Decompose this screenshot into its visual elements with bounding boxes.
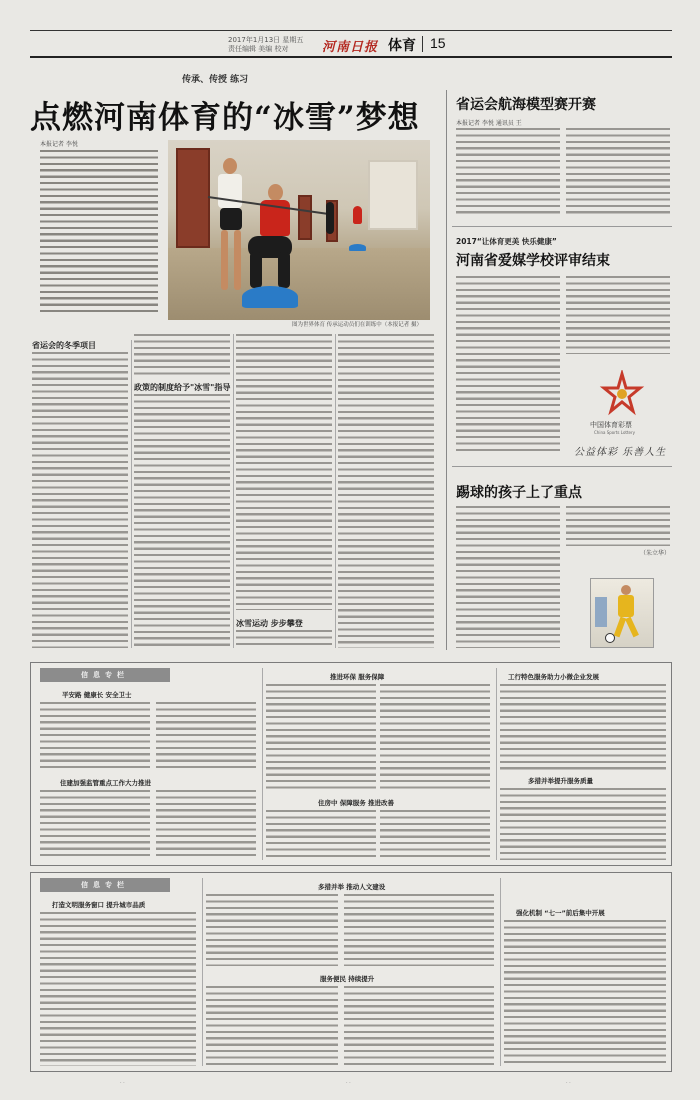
- photo-athlete-head: [268, 184, 283, 201]
- side1-bottom-rule: [452, 226, 672, 227]
- panel1-tag: 信息专栏: [40, 668, 170, 682]
- panel2-col-4: [504, 920, 666, 1066]
- panel2-col-1: [40, 912, 196, 1066]
- lead-kicker: 传承、传授 练习: [182, 75, 249, 85]
- panel1-col-1a: [40, 702, 150, 772]
- lead-col-rule-3: [335, 334, 336, 648]
- lottery-logo-subtext: China Sports Lottery: [594, 430, 636, 435]
- panel2-col-2b: [344, 894, 494, 966]
- photo-door-middle: [298, 195, 312, 240]
- lead-photo: [168, 140, 430, 320]
- lead-intro-text: [40, 150, 158, 312]
- lead-body-col-2a: [134, 334, 230, 376]
- panel1-title-3: 推进环保 服务保障: [330, 673, 385, 681]
- lead-subhead-2: 政策的制度给予"冰雪"指导: [134, 383, 231, 392]
- panel1-col-6: [500, 788, 666, 860]
- lead-body-col-3b: [236, 630, 332, 648]
- panel1-title-2: 住建加强监管重点工作大力推进: [60, 779, 151, 787]
- lead-col-rule-2: [233, 334, 234, 648]
- lead-body-col-3: [236, 334, 332, 610]
- photo-coach-head: [223, 158, 237, 174]
- panel1-title-5: 工行特色服务助力小微企业发展: [508, 673, 599, 681]
- photo-coach-leg-left: [221, 230, 228, 290]
- masthead-date: 2017年1月13日 星期五: [228, 36, 304, 44]
- panel1-col-2a: [40, 790, 150, 860]
- photo-athlete-shin-right: [278, 252, 290, 288]
- photo-window: [368, 160, 418, 230]
- side1-byline: 本报记者 李悦 通讯员 王: [456, 120, 522, 127]
- panel2-rule-1: [202, 878, 203, 1066]
- lead-body-col-2b: [134, 394, 230, 648]
- side3-body-col-1: [456, 506, 560, 648]
- side3-byline: （朱立华）: [640, 550, 671, 557]
- panel2-col-2a: [206, 894, 338, 966]
- lottery-slogan: 公益体彩 乐善人生: [574, 447, 667, 458]
- side1-body-col-2: [566, 128, 670, 216]
- panel1-col-4b: [380, 810, 490, 860]
- panel1-rule-2: [496, 668, 497, 860]
- lead-body-col-1: [32, 352, 128, 648]
- lead-subhead-3: 冰雪运动 步步攀登: [236, 619, 303, 628]
- panel2-title-4: 强化机制 “七一”前后集中开展: [516, 909, 605, 917]
- photo-coach-leg-right: [234, 230, 241, 290]
- side2-body-col-1: [456, 276, 560, 454]
- lead-byline: 本报记者 李悦: [40, 141, 78, 148]
- panel2-tag: 信息专栏: [40, 878, 170, 892]
- panel2-title-1: 打造文明服务窗口 提升城市品质: [52, 901, 146, 909]
- lead-body-col-4: [338, 334, 434, 648]
- lead-col-rule-1: [131, 340, 132, 648]
- photo-bg-person-2: [353, 206, 362, 224]
- footer-mark-center: · ·: [346, 1080, 351, 1086]
- side1-headline: 省运会航海模型赛开赛: [456, 97, 596, 113]
- soccer-ball-icon: [605, 633, 615, 643]
- panel1-col-3b: [380, 684, 490, 790]
- masthead-divider: [422, 36, 423, 52]
- side2-bottom-rule: [452, 466, 672, 467]
- lead-photo-caption: 图为世界体育 传承运动员们在训练中（本报记者 摄）: [292, 322, 422, 328]
- side2-kicker: 2017“让体育更美 快乐健康”: [456, 237, 557, 246]
- panel1-col-2b: [156, 790, 256, 860]
- photo-balance-ball: [242, 286, 298, 308]
- photo-coach-shorts: [220, 208, 242, 230]
- footer-mark-right: · ·: [566, 1080, 571, 1086]
- footer-mark-left: · ·: [120, 1080, 125, 1086]
- lottery-logo: [596, 370, 648, 422]
- photo-athlete-shin-left: [250, 252, 262, 288]
- lottery-star-icon: [596, 370, 648, 422]
- photo-bg-person-1: [326, 202, 334, 234]
- side3-photo: [590, 578, 654, 648]
- section-name: 体育: [388, 37, 416, 53]
- masthead-bottom-rule: [30, 56, 672, 58]
- photo-door-left: [176, 148, 210, 248]
- paper-name-logo: 河南日报: [322, 40, 379, 55]
- masthead-top-rule: [30, 30, 672, 31]
- panel1-col-1b: [156, 702, 256, 772]
- panel1-rule-1: [262, 668, 263, 860]
- side3-headline: 踢球的孩子上了重点: [456, 485, 582, 501]
- page-number: 15: [430, 35, 446, 51]
- side3-body-col-2: [566, 506, 670, 546]
- kid-photo-board: [595, 597, 607, 627]
- side1-body-col-1: [456, 128, 560, 216]
- panel2-title-3: 服务便民 持续提升: [320, 975, 375, 983]
- side2-headline: 河南省爱媒学校评审结束: [456, 253, 610, 269]
- panel1-col-3a: [266, 684, 376, 790]
- panel1-title-1: 平安路 健康长 安全卫士: [62, 691, 132, 699]
- right-column-rule: [446, 90, 447, 650]
- masthead-edition: 责任编辑 美编 校对: [228, 45, 289, 53]
- panel2-title-2: 多措并举 推动人文建设: [318, 883, 386, 891]
- panel1-title-6: 多措并举提升服务质量: [528, 777, 593, 785]
- side2-body-col-2: [566, 276, 670, 354]
- panel1-col-4a: [266, 810, 376, 860]
- panel2-col-3a: [206, 986, 338, 1066]
- lead-subhead-1: 省运会的冬季项目: [32, 341, 96, 350]
- lottery-logo-text: 中国体育彩票: [590, 421, 632, 429]
- panel1-title-4: 住房中 保障服务 推进改善: [318, 799, 395, 807]
- kid-leg-right: [625, 617, 639, 638]
- panel2-rule-2: [500, 878, 501, 1066]
- lead-headline: 点燃河南体育的“冰雪”梦想: [30, 100, 420, 136]
- photo-floor: [168, 248, 430, 320]
- panel2-col-3b: [344, 986, 494, 1066]
- kid-head: [621, 585, 631, 595]
- panel1-col-5: [500, 684, 666, 770]
- kid-jersey: [618, 595, 634, 617]
- photo-coach-shirt: [218, 174, 242, 208]
- photo-bg-balance-ball: [349, 244, 366, 251]
